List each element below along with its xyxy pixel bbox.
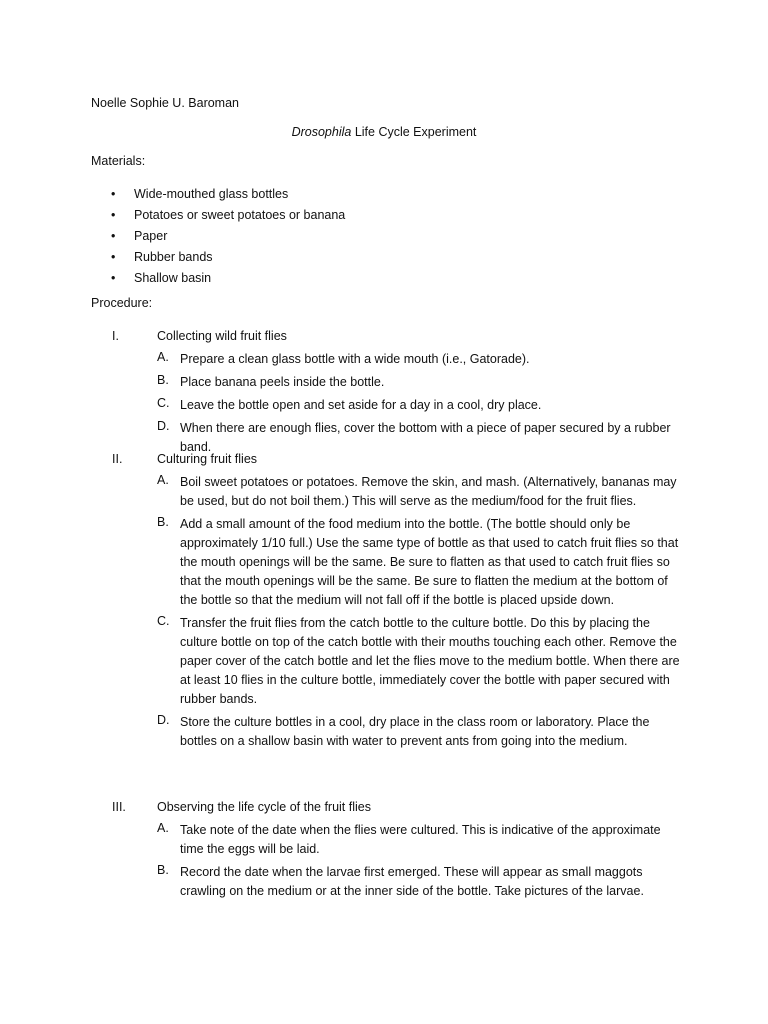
- bullet: •: [111, 271, 116, 285]
- materials-list: [0, 186, 768, 291]
- substep-item: [0, 419, 768, 457]
- author-name: Noelle Sophie U. Baroman: [91, 96, 239, 110]
- step-numeral: III.: [112, 800, 126, 814]
- substep-letter: C.: [157, 613, 170, 628]
- substep-list: [0, 821, 768, 905]
- materials-heading: Materials:: [91, 154, 146, 168]
- substep-text: Take note of the date when the flies were cultured. This is indicative of the approximate time the eggs will be laid.: [180, 822, 661, 856]
- substep-text: Leave the bottle open and set aside for a day in a cool, dry place.: [180, 397, 542, 412]
- substep-letter: B.: [157, 862, 169, 877]
- title-italic: Drosophila: [291, 125, 352, 139]
- step-title: Collecting wild fruit flies: [157, 329, 287, 343]
- document-title: [0, 125, 768, 139]
- substep-text: Boil sweet potatoes or potatoes. Remove the skin, and mash. (Alternatively, bananas may be used, but do not boil them.) This will serve as the medium/food for the fruit flies.: [180, 474, 677, 508]
- materials-item-text: Paper: [134, 229, 168, 243]
- substep-item: [0, 614, 768, 709]
- substep-item: [0, 373, 768, 392]
- bullet: •: [111, 187, 116, 201]
- step-numeral: II.: [112, 452, 123, 466]
- substep-text: Add a small amount of the food medium into the bottle. (The bottle should only be approximately 1/10 full.) Use the same type of bottle as that used to catch fruit flies so that the mouth openings will be the same. Be sure to flatten as that used to catch fruit flies so that the mouth openings will be the same. Be sure to flatten the medium at the bottom of the bottle so that the medium will not fall off if the bottle is placed upside down.: [180, 516, 679, 607]
- substep-item: [0, 515, 768, 610]
- substep-list: [0, 473, 768, 755]
- substep-item: [0, 350, 768, 369]
- bullet: •: [111, 250, 116, 264]
- materials-item: [0, 186, 768, 207]
- materials-item-text: Shallow basin: [134, 271, 212, 285]
- title-rest: Life Cycle Experiment: [351, 125, 477, 139]
- materials-item: [0, 228, 768, 249]
- materials-item: [0, 207, 768, 228]
- substep-letter: B.: [157, 514, 169, 529]
- materials-item: [0, 249, 768, 270]
- substep-letter: A.: [157, 349, 169, 364]
- substep-text: Transfer the fruit flies from the catch bottle to the culture bottle. Do this by placing the culture bottle on top of the catch bottle with their mouths touching each other. Remove the paper cover of the catch bottle and let the flies move to the medium bottle. When there are at least 10 flies in the culture bottle, immediately cover the bottle with paper secured with rubber bands.: [180, 615, 680, 706]
- bullet: •: [111, 208, 116, 222]
- substep-item: [0, 473, 768, 511]
- step-title: Observing the life cycle of the fruit flies: [157, 800, 371, 814]
- substep-letter: C.: [157, 395, 170, 410]
- step-title: Culturing fruit flies: [157, 452, 258, 466]
- substep-letter: A.: [157, 820, 169, 835]
- materials-item-text: Potatoes or sweet potatoes or banana: [134, 208, 346, 222]
- materials-item-text: Rubber bands: [134, 250, 213, 264]
- substep-text: When there are enough flies, cover the bottom with a piece of paper secured by a rubber band.: [180, 420, 671, 454]
- substep-text: Prepare a clean glass bottle with a wide mouth (i.e., Gatorade).: [180, 351, 530, 366]
- substep-text: Store the culture bottles in a cool, dry place in the class room or laboratory. Place the bottles on a shallow basin with water to prevent ants from going into the medium.: [180, 714, 650, 748]
- substep-letter: A.: [157, 472, 169, 487]
- substep-item: [0, 821, 768, 859]
- procedure-heading: Procedure:: [91, 296, 153, 310]
- materials-item-text: Wide-mouthed glass bottles: [134, 187, 289, 201]
- substep-item: [0, 396, 768, 415]
- substep-letter: D.: [157, 712, 170, 727]
- materials-item: [0, 270, 768, 291]
- substep-item: [0, 863, 768, 901]
- substep-list: [0, 350, 768, 461]
- substep-letter: D.: [157, 418, 170, 433]
- substep-text: Record the date when the larvae first emerged. These will appear as small maggots crawling on the medium or at the inner side of the bottle. Take pictures of the larvae.: [180, 864, 644, 898]
- bullet: •: [111, 229, 116, 243]
- substep-item: [0, 713, 768, 751]
- substep-text: Place banana peels inside the bottle.: [180, 374, 385, 389]
- substep-letter: B.: [157, 372, 169, 387]
- step-numeral: I.: [112, 329, 119, 343]
